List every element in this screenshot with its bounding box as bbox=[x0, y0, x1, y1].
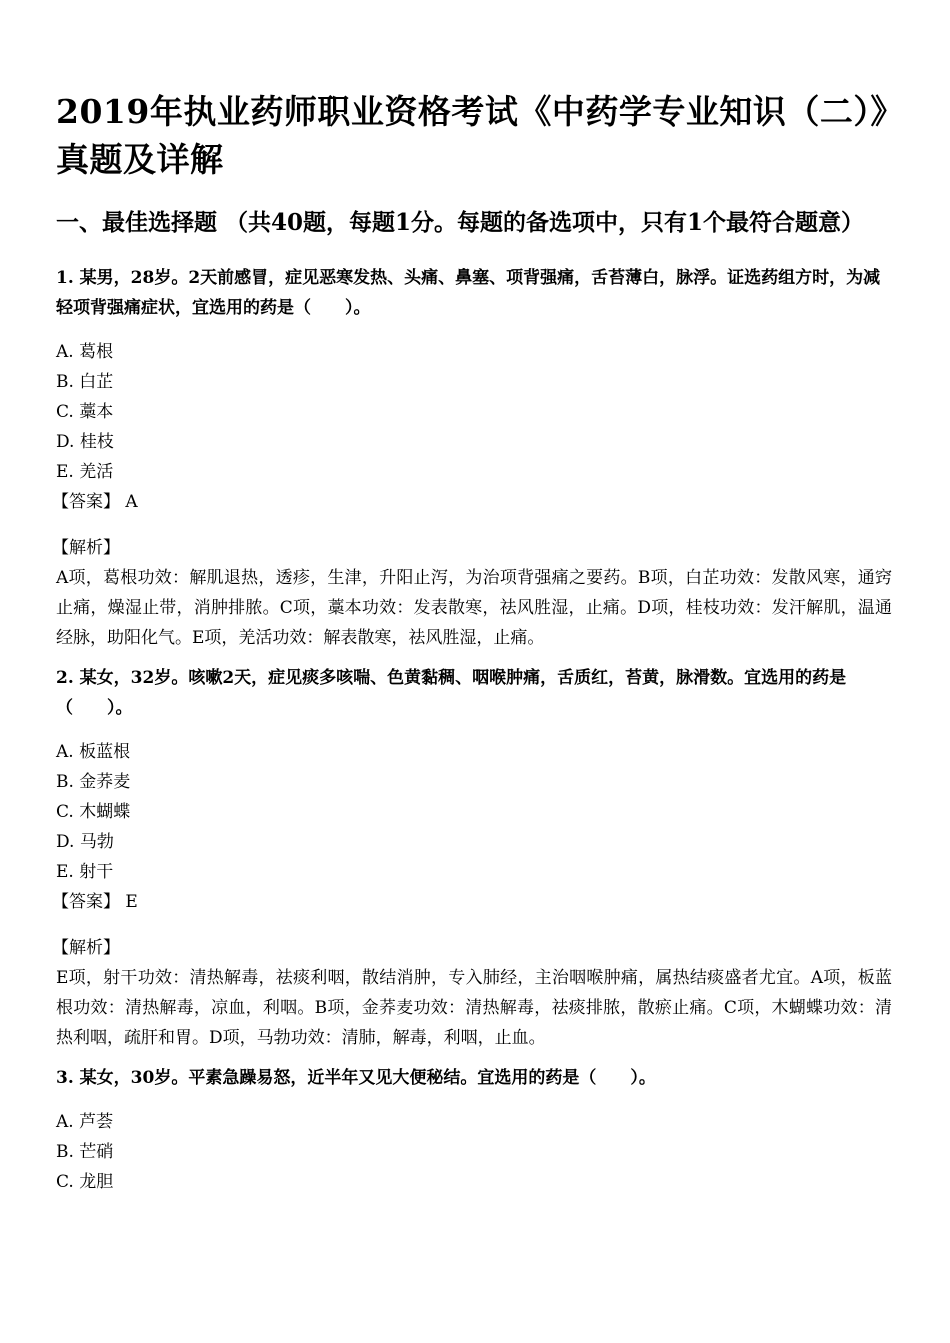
option-b: B. 金荞麦 bbox=[56, 772, 131, 792]
option-c: C. 龙胆 bbox=[56, 1172, 114, 1192]
option-a: A. 葛根 bbox=[56, 342, 114, 362]
question-stem: 2. 某女，32岁。咳嗽2天，症见痰多咳喘、色黄黏稠、咽喉肿痛，舌质红，苔黄，脉滑数。宜选用的药是（ ）。 bbox=[56, 668, 847, 718]
document-title: 2019年执业药师职业资格考试《中药学专业知识（二）》真题及详解 bbox=[56, 92, 888, 179]
question-1 bbox=[52, 263, 892, 653]
answer: 【答案】 A bbox=[52, 492, 138, 512]
option-list bbox=[56, 1107, 892, 1197]
option-a: A. 芦荟 bbox=[56, 1112, 114, 1132]
answer: 【答案】 E bbox=[52, 892, 138, 912]
option-list bbox=[56, 737, 892, 887]
analysis-label: 【解析】 bbox=[52, 938, 120, 958]
option-b: B. 芒硝 bbox=[56, 1142, 114, 1162]
question-stem: 3. 某女，30岁。平素急躁易怒，近半年又见大便秘结。宜选用的药是（ ）。 bbox=[56, 1068, 656, 1088]
question-2 bbox=[52, 663, 892, 1053]
question-3 bbox=[56, 1063, 892, 1197]
option-c: C. 木蝴蝶 bbox=[56, 802, 131, 822]
document-page bbox=[52, 88, 892, 1205]
option-c: C. 藁本 bbox=[56, 402, 114, 422]
option-e: E. 射干 bbox=[56, 862, 114, 882]
option-d: D. 马勃 bbox=[56, 832, 114, 852]
option-a: A. 板蓝根 bbox=[56, 742, 131, 762]
analysis-text: A项，葛根功效：解肌退热，透疹，生津，升阳止泻，为治项背强痛之要药。B项，白芷功效：发散风寒，通窍止痛，燥湿止带，消肿排脓。C项，藁本功效：发表散寒，祛风胜湿，止痛。D项，桂枝功效：发汗解肌，温通经脉，助阳化气。E项，羌活功效：解表散寒，祛风胜湿，止痛。 bbox=[56, 568, 892, 648]
option-e: E. 羌活 bbox=[56, 462, 114, 482]
analysis-label: 【解析】 bbox=[52, 538, 120, 558]
option-d: D. 桂枝 bbox=[56, 432, 114, 452]
option-list bbox=[56, 337, 892, 487]
option-b: B. 白芷 bbox=[56, 372, 114, 392]
analysis-text: E项，射干功效：清热解毒，祛痰利咽，散结消肿，专入肺经，主治咽喉肿痛，属热结痰盛者尤宜。A项，板蓝根功效：清热解毒，凉血，利咽。B项，金荞麦功效：清热解毒，祛痰排脓，散瘀止痛。C项，木蝴蝶功效：清热利咽，疏肝和胃。D项，马勃功效：清肺，解毒，利咽，止血。 bbox=[56, 968, 892, 1048]
section-heading: 一、最佳选择题 （共40题，每题1分。每题的备选项中，只有1个最符合题意） bbox=[56, 209, 865, 236]
question-stem: 1. 某男，28岁。2天前感冒，症见恶寒发热、头痛、鼻塞、项背强痛，舌苔薄白，脉浮。证选药组方时，为减轻项背强痛症状，宜选用的药是（ ）。 bbox=[56, 268, 881, 318]
